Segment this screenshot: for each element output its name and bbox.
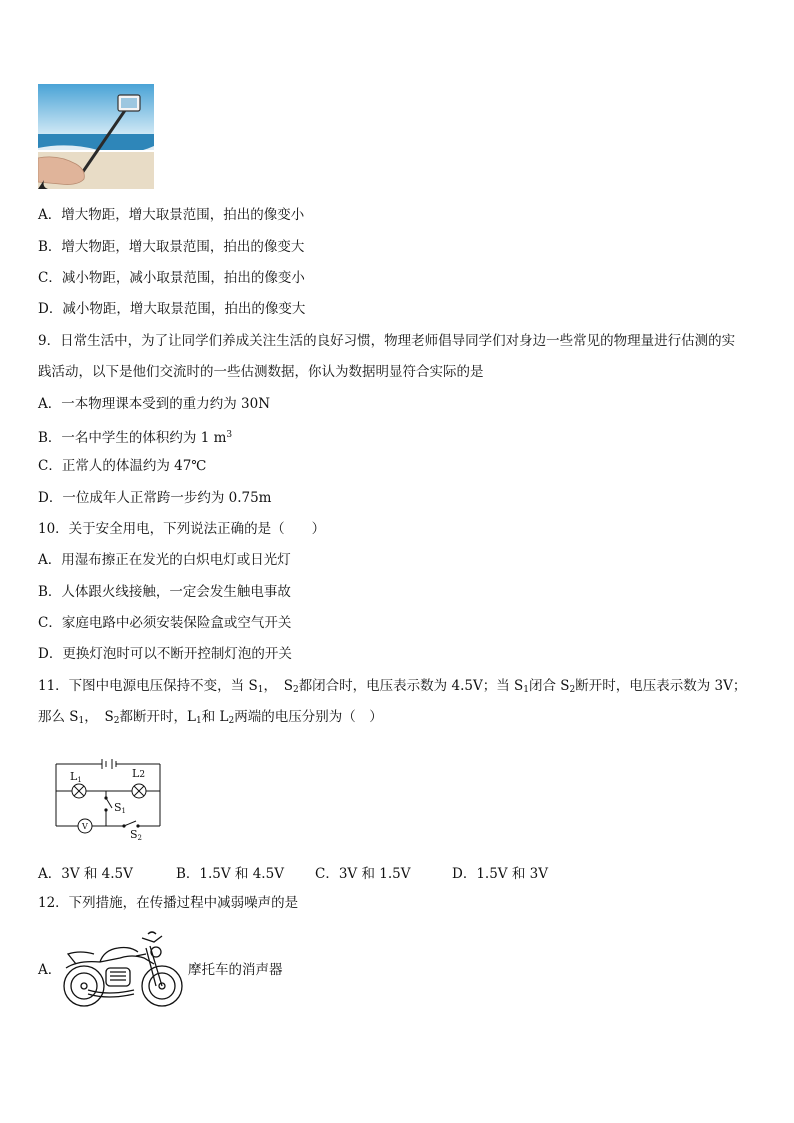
q12-option-a-label: A． [38, 962, 62, 978]
q9-stem-line2: 践活动，以下是他们交流时的一些估测数据，你认为数据明显符合实际的是 [38, 364, 484, 380]
label-s1: S1 [114, 801, 127, 815]
q8-option-d: D．减小物距，增大取景范围，拍出的像变大 [38, 301, 306, 317]
label-s2: S2 [130, 828, 143, 840]
lamp-l1-symbol [72, 784, 86, 798]
q10-stem: 10．关于安全用电，下列说法正确的是（ ） [38, 521, 326, 537]
q11-stem-line2: 那么 $S_1$， $S_2$都断开时，$L_1$和 $L_2$两端的电压分别为（ ） [38, 709, 383, 726]
q12-stem: 12．下列措施，在传播过程中减弱噪声的是 [38, 895, 299, 911]
circuit-diagram [50, 750, 170, 840]
motorcycle-illustration [58, 924, 188, 1014]
q12-option-a-text: 摩托车的消声器 [188, 962, 283, 978]
beach-selfie-illustration [38, 84, 154, 189]
q11-options [38, 862, 758, 880]
q8-option-c: C．减小物距，减小取景范围，拍出的像变小 [38, 270, 305, 286]
q9-stem-line1: 9．日常生活中，为了让同学们养成关注生活的良好习惯，物理老师倡导同学们对身边一些常见的物理量进行估测的实 [38, 333, 736, 349]
q10-option-c: C．家庭电路中必须安装保险盒或空气开关 [38, 615, 292, 631]
label-l1: L1 [70, 770, 82, 784]
q8-option-b: B．增大物距，增大取景范围，拍出的像变大 [38, 239, 305, 255]
q10-option-b: B．人体跟火线接触，一定会发生触电事故 [38, 584, 291, 600]
q11-option-b: B．1.5V 和 4.5V [176, 866, 284, 882]
q8-option-a: A．增大物距，增大取景范围，拍出的像变小 [38, 207, 305, 223]
q11-option-c: C．3V 和 1.5V [315, 866, 411, 882]
q11-stem-line1: 11．下图中电源电压保持不变，当 $S_1$， $S_2$都闭合时，电压表示数为 4.5V；当 $S_1$闭合 $S_2$断开时，电压表示数为 3V； [38, 678, 747, 695]
selfie-stick-photo [38, 84, 154, 189]
q9-option-c: C．正常人的体温约为 47℃ [38, 458, 207, 474]
q11-option-a: A．3V 和 4.5V [38, 866, 133, 882]
lamp-l2-symbol [132, 784, 146, 798]
q9-option-a: A．一本物理课本受到的重力约为 30N [38, 396, 271, 412]
q9-option-b: B．一名中学生的体积约为 1 $m^3$ [38, 430, 233, 446]
q10-option-d: D．更换灯泡时可以不断开控制灯泡的开关 [38, 646, 292, 662]
q11-option-d: D．1.5V 和 3V [452, 866, 548, 882]
label-v: V [82, 822, 88, 831]
q9-option-d: D．一位成年人正常跨一步约为 0.75m [38, 490, 272, 506]
q10-option-a: A．用湿布擦正在发光的白炽电灯或日光灯 [38, 552, 291, 568]
label-l2: L2 [132, 767, 146, 780]
